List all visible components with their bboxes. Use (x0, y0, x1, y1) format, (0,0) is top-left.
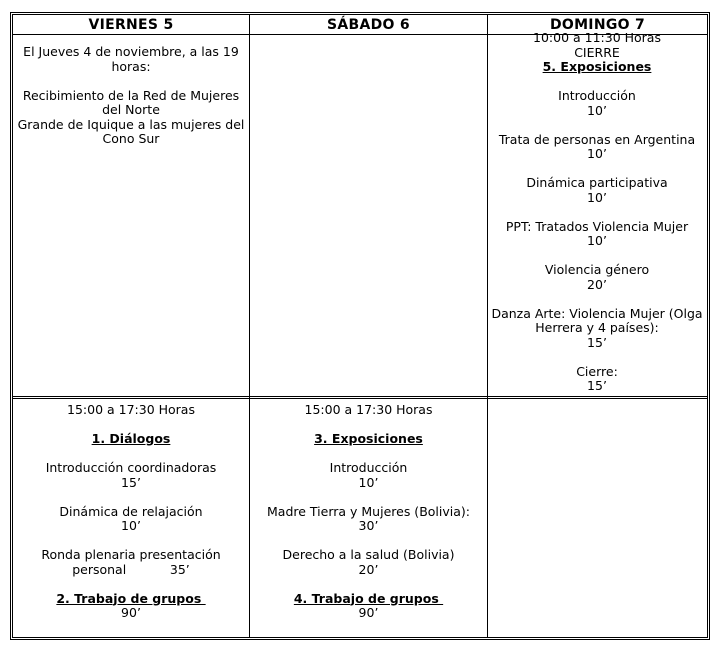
domingo-item-duration: 15’ (587, 378, 607, 393)
domingo-time: 10:00 a 11:30 Horas (533, 30, 661, 45)
sabado-item-label: Madre Tierra y Mujeres (Bolivia): (267, 503, 470, 519)
viernes-item-label: Introducción coordinadoras (45, 460, 217, 475)
domingo-subtitle: CIERRE (574, 44, 620, 60)
viernes-section-1: 1. Diálogos (91, 431, 171, 446)
domingo-item-duration: 15’ (587, 334, 607, 350)
viernes-section-2-duration: 90’ (121, 605, 141, 620)
domingo-item-label: Violencia género (544, 262, 650, 277)
domingo-item-duration: 10’ (587, 233, 607, 248)
cell-sabado-bottom (252, 403, 485, 621)
sabado-section-2-duration: 90’ (358, 605, 379, 620)
domingo-item-duration: 10’ (587, 146, 607, 161)
header-sabado: SÁBADO 6 (327, 16, 410, 33)
sabado-item-duration: 10’ (358, 474, 379, 490)
viernes-item-duration: 10’ (121, 518, 141, 533)
column-divider (249, 15, 250, 637)
sabado-section-1: 3. Exposiciones (314, 431, 423, 446)
sabado-time: 15:00 a 17:30 Horas (304, 402, 433, 417)
domingo-item-label: Danza Arte: Violencia Mujer (Olga Herrera y 4 países): (491, 305, 703, 335)
viernes-item-label: Dinámica de relajación (59, 503, 203, 519)
sabado-item-label: Derecho a la salud (Bolivia) (282, 547, 455, 562)
viernes-item-duration: 15’ (121, 474, 141, 490)
viernes-plenaria-line-2: personal 35’ (72, 561, 190, 577)
header-viernes: VIERNES 5 (88, 16, 174, 33)
domingo-item-duration: 10’ (587, 189, 607, 205)
viernes-time: 15:00 a 17:30 Horas (67, 402, 195, 417)
domingo-item-label: Introducción (558, 88, 636, 103)
row-divider (13, 396, 707, 399)
viernes-event-line-2: Grande de Iquique a las mujeres del Cono Sur (17, 116, 245, 146)
sabado-item-duration: 30’ (358, 518, 379, 533)
sabado-section-2: 4. Trabajo de grupos (293, 590, 444, 606)
cell-viernes-top (15, 45, 247, 147)
domingo-item-duration: 20’ (587, 276, 607, 292)
column-divider (487, 15, 488, 637)
viernes-intro: El Jueves 4 de noviembre, a las 19 horas: (23, 44, 239, 74)
header-domingo: DOMINGO 7 (549, 16, 646, 33)
viernes-event-line-1: Recibimiento de la Red de Mujeres del Norte (22, 87, 240, 117)
domingo-item-duration: 10’ (587, 102, 607, 118)
sabado-item-duration: 20’ (358, 561, 379, 577)
schedule-table (10, 12, 710, 640)
viernes-section-2: 2. Trabajo de grupos (56, 590, 206, 606)
domingo-item-label: Cierre: (576, 363, 618, 379)
viernes-plenaria-label: Ronda plenaria presentación (41, 547, 221, 562)
domingo-item-label: Dinámica participativa (526, 175, 668, 190)
cell-domingo-top (489, 31, 705, 394)
domingo-item-label: PPT: Tratados Violencia Mujer (505, 218, 689, 234)
sabado-item-label: Introducción (329, 460, 408, 475)
cell-viernes-bottom (15, 403, 247, 621)
domingo-section-title: 5. Exposiciones (542, 59, 652, 74)
domingo-item-label: Trata de personas en Argentina (498, 131, 696, 147)
